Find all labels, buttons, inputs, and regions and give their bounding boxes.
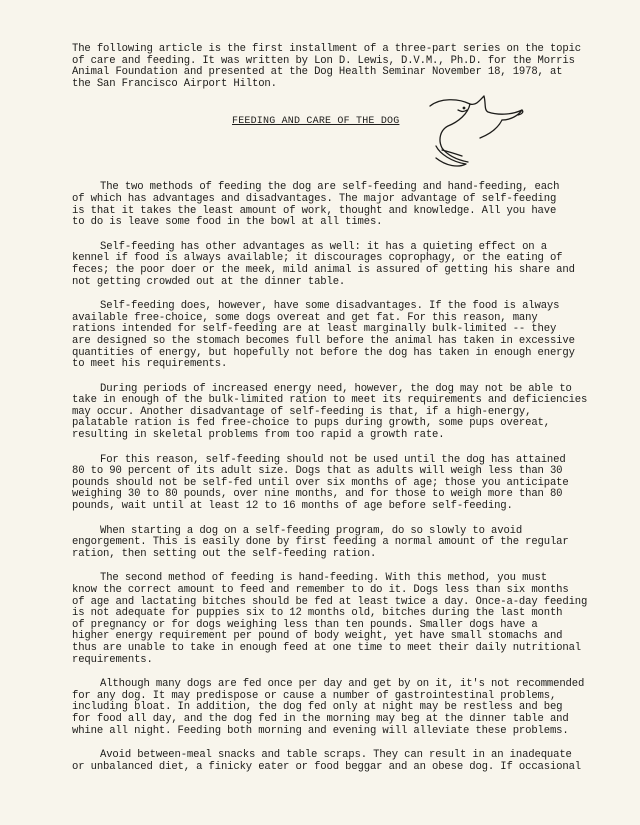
paragraph-line: requirements. [72, 653, 153, 666]
dog-head-sketch-icon [418, 90, 528, 170]
article-title: FEEDING AND CARE OF THE DOG [232, 116, 400, 128]
intro-line: The following article is the first installment of a three-part series on the topic [72, 43, 581, 55]
paragraph-line: weighing 30 to 80 pounds, over nine months, and for those to weigh more than 80 [72, 488, 563, 501]
paragraph-line: Although many dogs are fed once per day and get by on it, it's not recommended [100, 678, 585, 691]
paragraph-line: rations intended for self-feeding are at least marginally bulk-limited -- they [72, 323, 557, 336]
paragraph-line: available free-choice, some dogs overeat and get fat. For this reason, many [72, 311, 538, 324]
paragraph-line: The second method of feeding is hand-feeding. With this method, you must [100, 572, 547, 585]
body-paragraph [72, 455, 574, 513]
paragraph-line: pounds should not be self-fed until over six months of age; those you anticipate [72, 476, 569, 489]
paragraph-line: palatable ration is fed free-choice to pups during growth, some pups overeat, [72, 417, 550, 430]
paragraph-line: take in enough of the bulk-limited ration to meet its requirements and deficiencies [72, 394, 588, 407]
paragraph-line: When starting a dog on a self-feeding program, do so slowly to avoid [100, 524, 523, 537]
paragraph-line: may occur. Another disadvantage of self-feeding is that, if a high-energy, [72, 405, 532, 418]
paragraph-line: thus are unable to take in enough feed at one time to meet their daily nutritional [72, 641, 581, 654]
paragraph-line: to do is leave some food in the bowl at all times. [72, 216, 383, 229]
paragraph-line: feces; the poor doer or the meek, mild animal is assured of getting his share and [72, 263, 575, 276]
paragraph-line: for any dog. It may predispose or cause a number of gastrointestinal problems, [72, 689, 557, 702]
paragraph-line: 80 to 90 percent of its adult size. Dogs that as adults will weigh less than 30 [72, 465, 563, 478]
body-paragraph [72, 749, 581, 773]
body-paragraph [72, 382, 588, 442]
paragraph-line: of which has advantages and disadvantages. The major advantage of self-feeding [72, 192, 557, 205]
paragraph-line: not getting crowded out at the dinner table. [72, 275, 346, 288]
paragraph-line: The two methods of feeding the dog are self-feeding and hand-feeding, each [100, 181, 560, 194]
paragraph-line: quantities of energy, but hopefully not before the dog has taken in enough energy [72, 346, 575, 359]
body-paragraph [72, 526, 574, 561]
paragraph-line: ration, then setting out the self-feeding ration. [72, 547, 377, 560]
paragraph-line: Self-feeding has other advantages as well: it has a quieting effect on a [100, 240, 547, 253]
paragraph-line: or unbalanced diet, a finicky eater or food beggar and an obese dog. If occasional [72, 760, 581, 773]
paragraph-line: kennel if food is always available; it discourages coprophagy, or the eating of [72, 252, 563, 265]
intro-paragraph [72, 43, 581, 90]
paragraph-line: Self-feeding does, however, have some disadvantages. If the food is always [100, 300, 560, 313]
intro-line: Animal Foundation and presented at the Dog Health Seminar November 18, 1978, at [72, 66, 563, 79]
title-row [72, 104, 574, 174]
paragraph-line: is that it takes the least amount of work, thought and knowledge. All you have [72, 204, 557, 217]
body-paragraph [72, 242, 574, 288]
paragraph-line: whine all night. Feeding both morning and evening will alleviate these problems. [72, 724, 569, 737]
body-paragraph [72, 182, 574, 228]
paragraph-line: For this reason, self-feeding should not be used until the dog has attained [100, 453, 566, 466]
paragraph-line: for food all day, and the dog fed in the morning may beg at the dinner table and [72, 712, 569, 725]
paragraph-line: higher energy requirement per pound of body weight, yet have small stomachs and [72, 630, 563, 643]
paragraph-line: of pregnancy or for dogs weighing less than ten pounds. Smaller dogs have a [72, 618, 538, 631]
paragraph-line: to meet his requirements. [72, 358, 228, 371]
paragraph-line: engorgement. This is easily done by first feeding a normal amount of the regular [72, 536, 569, 549]
body-paragraph [72, 678, 585, 737]
paragraph-line: resulting in skeletal problems from too rapid a growth rate. [72, 429, 445, 442]
intro-line: of care and feeding. It was written by Lon D. Lewis, D.V.M., Ph.D. for the Morris [72, 54, 575, 67]
paragraph-line: is not adequate for puppies six to 12 months old, bitches during the last month [72, 607, 563, 620]
paragraph-line: are designed so the stomach becomes full before the animal has taken in excessive [72, 334, 575, 347]
body-paragraph [72, 301, 574, 371]
paragraph-line: Avoid between-meal snacks and table scraps. They can result in an inadequate [100, 749, 572, 762]
intro-line: the San Francisco Airport Hilton. [72, 77, 277, 90]
paragraph-line: including bloat. In addition, the dog fed only at night may be restless and beg [72, 701, 563, 714]
paragraph-line: During periods of increased energy need, however, the dog may not be able to [100, 382, 572, 395]
paragraph-line: pounds, wait until at least 12 to 16 months of age before self-feeding. [72, 500, 513, 513]
body-paragraph [72, 572, 588, 666]
paragraph-line: know the correct amount to feed and remember to do it. Dogs less than six months [72, 584, 569, 596]
paragraph-line: of age and lactating bitches should be fed at least twice a day. Once-a-day feeding [72, 595, 588, 608]
